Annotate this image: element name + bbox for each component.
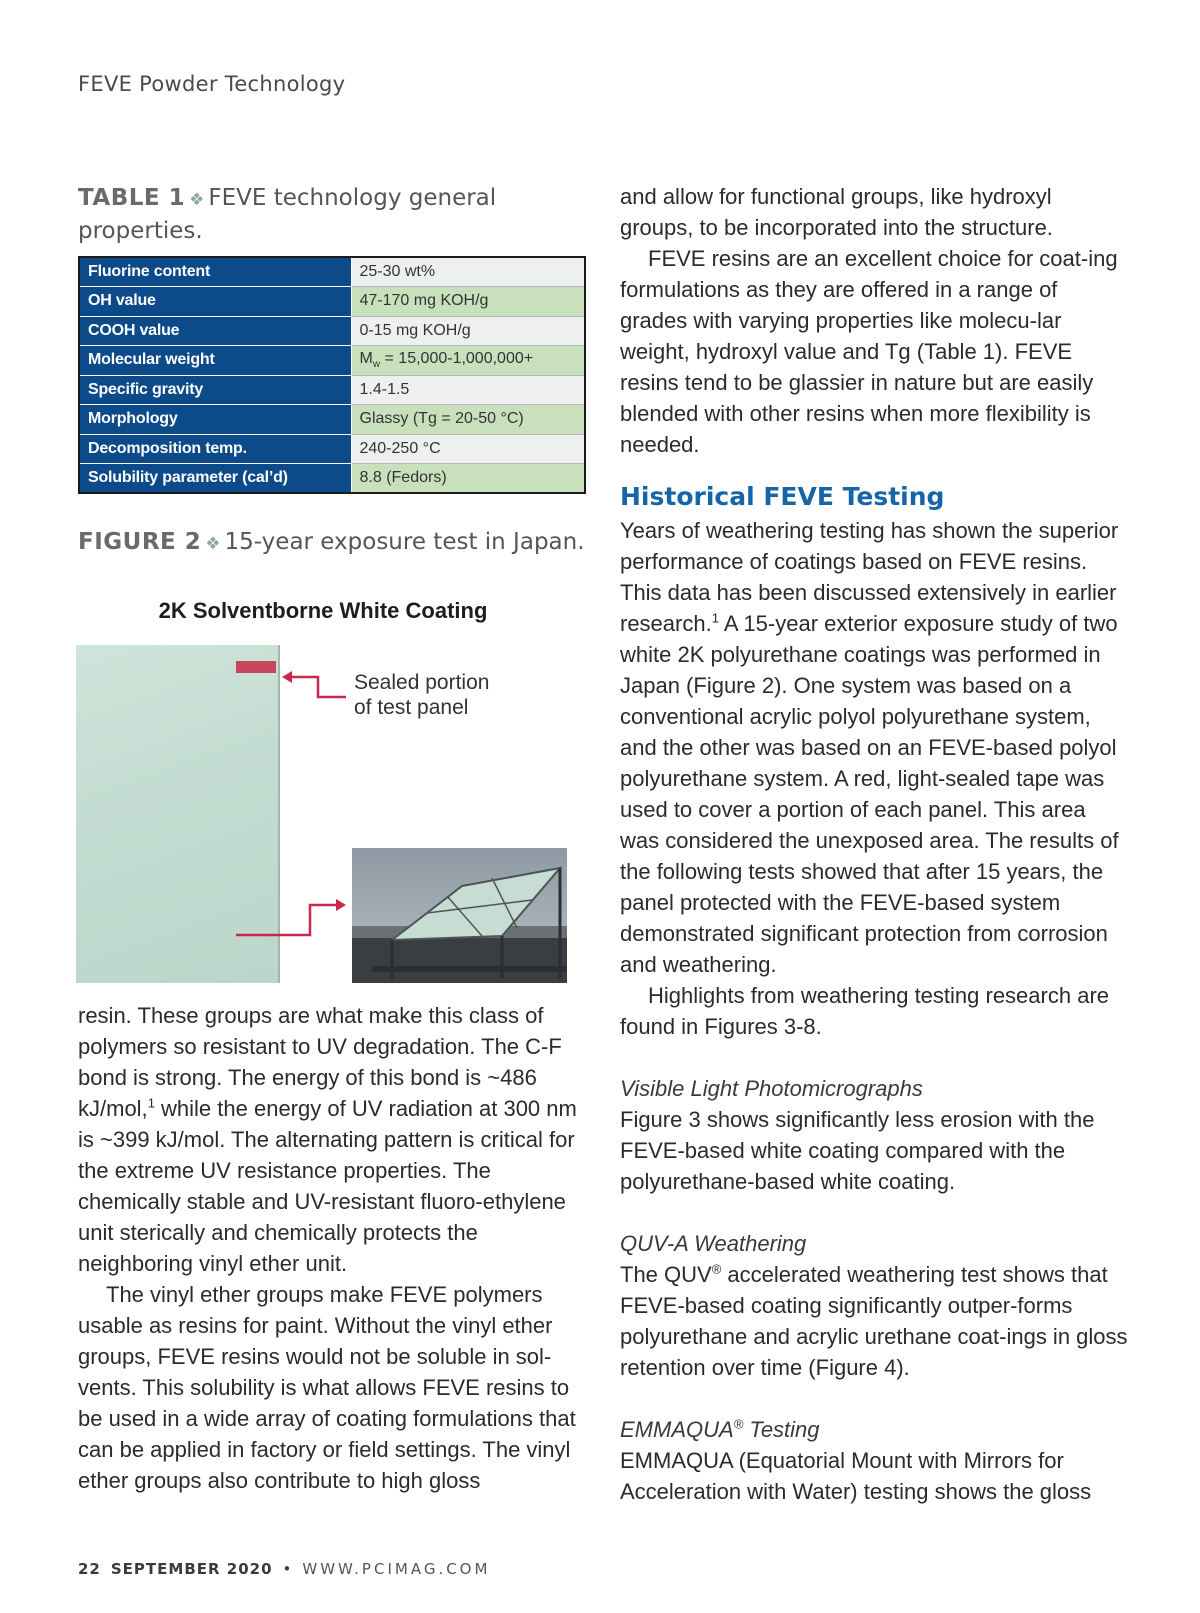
right-paragraph-1: and allow for functional groups, like hydroxyl groups, to be incorporated into the structure. xyxy=(620,184,1053,240)
left-paragraph-1-rest: while the energy of UV radiation at 300 nm is ~399 kJ/mol. The alternating pattern is critical for the extreme UV resistance properties. The chemically stable and UV-resistant fluoro-ethylene unit sterically and chemically protects the neighboring vinyl ether unit. xyxy=(78,1096,577,1276)
figure-caption-text: 15-year exposure test in Japan. xyxy=(224,529,585,555)
row-value: 0-15 mg KOH/g xyxy=(351,316,585,346)
diamond-icon: ❖ xyxy=(205,534,221,554)
table-caption xyxy=(78,183,588,247)
row-label: COOH value xyxy=(79,316,351,346)
callout-label xyxy=(354,670,554,720)
row-label: Solubility parameter (cal’d) xyxy=(79,464,351,494)
issue-date: SEPTEMBER 2020 xyxy=(110,1560,273,1578)
row-label: Morphology xyxy=(79,405,351,435)
left-body-text xyxy=(78,1000,588,1496)
test-panel-image xyxy=(76,645,280,983)
exposure-rack-photo xyxy=(352,848,567,983)
properties-table xyxy=(78,256,586,494)
row-value: 47-170 mg KOH/g xyxy=(351,287,585,317)
table-row xyxy=(79,287,585,317)
page-footer xyxy=(78,1560,490,1578)
figure-label: FIGURE 2 xyxy=(78,529,202,555)
mw-symbol: M xyxy=(359,350,373,368)
right-paragraph-6-rest: accelerated weathering test shows that FEVE-based coating significantly outper-forms polyurethane and acrylic urethane coat-ings in gloss retention over time (Figure 4). xyxy=(620,1262,1128,1380)
table-row xyxy=(79,346,585,376)
right-paragraph-2: FEVE resins are an excellent choice for coat-ing formulations as they are offered in a range of grades with varying properties like molecu-lar weight, hydroxyl value and Tg (Table 1). FEVE resins tend to be glassier in nature but are easily blended with other resins when more flexibility is needed. xyxy=(620,246,1118,457)
right-paragraph-3-text: Years of weathering testing has shown the superior performance of coatings based on FEVE resins. This data has been discussed extensively in earlier research. xyxy=(620,518,1119,636)
row-label: Specific gravity xyxy=(79,375,351,405)
row-value: Glassy (Tg = 20-50 °C) xyxy=(351,405,585,435)
callout-line-1: Sealed portion xyxy=(354,671,490,694)
right-body-intro xyxy=(620,181,1130,460)
page-number: 22 xyxy=(78,1560,101,1578)
registered-mark: ® xyxy=(711,1261,722,1277)
row-label: OH value xyxy=(79,287,351,317)
reference-mark: 1 xyxy=(147,1095,155,1111)
table-caption-text: FEVE technology general properties. xyxy=(78,185,497,244)
quv-text: The QUV xyxy=(620,1262,712,1287)
registered-mark: ® xyxy=(733,1416,744,1432)
figure-title: 2K Solventborne White Coating xyxy=(158,598,488,623)
right-paragraph-5: Figure 3 shows significantly less erosion with the FEVE-based white coating compared with the polyurethane-based white coating. xyxy=(620,1107,1095,1194)
subheading-emmaqua xyxy=(620,1414,1130,1445)
right-paragraph-3 xyxy=(620,515,1130,980)
row-value: 8.8 (Fedors) xyxy=(351,464,585,494)
table-row xyxy=(79,434,585,464)
table-row xyxy=(79,316,585,346)
subheading-photomicrographs: Visible Light Photomicrographs xyxy=(620,1076,923,1101)
running-header: FEVE Powder Technology xyxy=(78,72,346,96)
right-body-main xyxy=(620,515,1130,1507)
table-row xyxy=(79,375,585,405)
mw-range: = 15,000-1,000,000+ xyxy=(380,350,534,368)
table-row xyxy=(79,405,585,435)
row-label: Decomposition temp. xyxy=(79,434,351,464)
subheading-quv: QUV-A Weathering xyxy=(620,1231,807,1256)
callout-arrow-top xyxy=(282,671,346,697)
left-paragraph-2: The vinyl ether groups make FEVE polymers usable as resins for paint. Without the vinyl ether groups, FEVE resins would not be soluble in sol-vents. This solubility is what allows FEVE resins to be used in a wide array of coating formulations that can be applied in factory or field settings. The vinyl ether groups also contribute to high gloss xyxy=(78,1282,576,1493)
row-label: Molecular weight xyxy=(79,346,351,376)
emmaqua-text: EMMAQUA xyxy=(620,1417,734,1442)
row-label: Fluorine content xyxy=(79,257,351,287)
row-value xyxy=(351,346,585,376)
mw-subscript: w xyxy=(372,359,381,371)
sealed-tape xyxy=(236,661,276,673)
table-label: TABLE 1 xyxy=(78,185,186,211)
diamond-icon: ❖ xyxy=(189,190,205,210)
figure-caption xyxy=(78,527,588,560)
row-value: 25-30 wt% xyxy=(351,257,585,287)
row-value: 1.4-1.5 xyxy=(351,375,585,405)
website-link[interactable]: WWW.PCIMAG.COM xyxy=(302,1560,491,1578)
right-paragraph-6 xyxy=(620,1259,1130,1383)
right-paragraph-7: EMMAQUA (Equatorial Mount with Mirrors for Acceleration with Water) testing shows the gloss xyxy=(620,1448,1092,1504)
right-paragraph-4: Highlights from weathering testing research are found in Figures 3-8. xyxy=(620,983,1110,1039)
reference-mark: 1 xyxy=(711,610,719,626)
emmaqua-testing-text: Testing xyxy=(743,1417,820,1442)
right-paragraph-3-rest: A 15-year exterior exposure study of two white 2K polyurethane coatings was performed in Japan (Figure 2). One system was based on a conventional acrylic polyol polyurethane system, and the other was based on an FEVE-based polyol polyurethane system. A red, light-sealed tape was used to cover a portion of each panel. This area was considered the unexposed area. The results of the following tests showed that after 15 years, the panel protected with the FEVE-based system demonstrated significant protection from corrosion and weathering. xyxy=(620,611,1119,977)
callout-line-2: of test panel xyxy=(354,696,469,719)
left-paragraph-1-text: resin. These groups are what make this class of polymers so resistant to UV degradation. The C-F bond is strong. The energy of this bond is ~486 kJ/mol, xyxy=(78,1003,562,1121)
row-value: 240-250 °C xyxy=(351,434,585,464)
left-paragraph-1 xyxy=(78,1000,588,1279)
table-row xyxy=(79,464,585,494)
table-row xyxy=(79,257,585,287)
footer-bullet: • xyxy=(282,1560,293,1578)
section-heading: Historical FEVE Testing xyxy=(620,482,945,511)
